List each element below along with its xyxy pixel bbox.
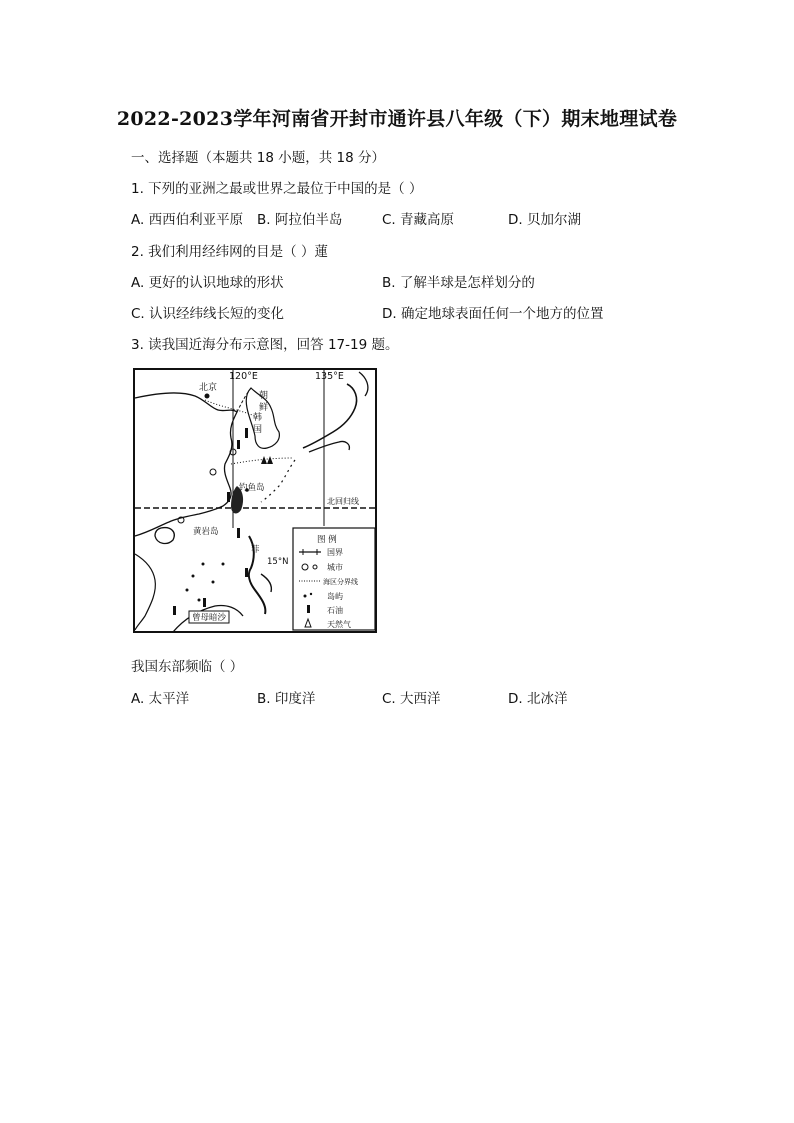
q2-option-b[interactable]: B. 了解半球是怎样划分的	[382, 275, 535, 291]
oil-symbol	[245, 428, 248, 438]
section-heading: 一、选择题（本题共 18 小题，共 18 分）	[131, 150, 386, 166]
q3-option-b[interactable]: B. 印度洋	[257, 691, 316, 707]
island-dot	[222, 563, 225, 566]
label-zengmu-ansha: 曾母暗沙	[192, 613, 227, 623]
label-huangyan-island: 黄岩岛	[193, 527, 219, 537]
legend-item-gas: 天然气	[327, 620, 351, 629]
china-seas-map-svg	[133, 368, 377, 633]
legend-island-symbol	[310, 593, 312, 595]
legend-title: 图 例	[317, 535, 337, 545]
q3-option-a[interactable]: A. 太平洋	[131, 691, 190, 707]
q2-option-c[interactable]: C. 认识经纬线长短的变化	[131, 306, 285, 322]
oil-symbol	[227, 492, 230, 502]
oil-symbol	[237, 440, 240, 449]
question-2-stem: 2. 我们利用经纬网的目是（ ）蓮	[131, 244, 328, 260]
legend-item-sea-boundary: 海区分界线	[323, 578, 358, 586]
exam-title: 2022-2023学年河南省开封市通许县八年级（下）期末地理试卷	[116, 108, 678, 130]
beijing-city-marker	[205, 394, 210, 399]
island-dot	[186, 589, 189, 592]
island-dot	[192, 575, 195, 578]
label-guo: 国	[253, 425, 263, 435]
q3-option-d[interactable]: D. 北冰洋	[508, 691, 568, 707]
legend-item-city: 城市	[327, 563, 343, 572]
legend-item-oil: 石油	[327, 606, 343, 615]
label-120e: 120°E	[229, 371, 258, 382]
legend-item-border: 国界	[327, 548, 343, 557]
label-chao: 朝	[259, 391, 269, 401]
oil-symbol	[237, 528, 240, 538]
q2-option-a[interactable]: A. 更好的认识地球的形状	[131, 275, 284, 291]
label-beijing: 北京	[199, 383, 218, 393]
legend-island-symbol	[304, 595, 307, 598]
island-dot	[202, 563, 205, 566]
oil-symbol	[203, 598, 206, 607]
question-3-sub-stem: 我国东部频临（ ）	[131, 659, 244, 675]
china-seas-map	[133, 368, 377, 633]
question-3-stem: 3. 读我国近海分布示意图，回答 17-19 题。	[131, 337, 399, 353]
q2-option-d[interactable]: D. 确定地球表面任何一个地方的位置	[382, 306, 604, 322]
oil-symbol	[173, 606, 176, 615]
q1-option-b[interactable]: B. 阿拉伯半岛	[257, 212, 343, 228]
q3-option-c[interactable]: C. 大西洋	[382, 691, 441, 707]
label-fei: 菲	[251, 545, 260, 555]
island-dot	[198, 599, 201, 602]
legend-item-island: 岛屿	[327, 592, 343, 601]
question-1-stem: 1. 下列的亚洲之最或世界之最位于中国的是（ ）	[131, 181, 423, 197]
label-xian: 鲜	[259, 403, 269, 413]
label-diaoyu-island: 钓鱼岛	[239, 483, 265, 493]
label-15n: 15°N	[267, 557, 289, 567]
label-135e: 135°E	[315, 371, 344, 382]
label-han: 韩	[253, 413, 263, 423]
label-tropic-of-cancer: 北回归线	[327, 497, 359, 506]
oil-symbol	[245, 568, 248, 577]
legend-oil-symbol	[307, 605, 310, 613]
q1-option-a[interactable]: A. 西西伯利亚平原	[131, 212, 244, 228]
q1-option-c[interactable]: C. 青藏高原	[382, 212, 455, 228]
island-dot	[212, 581, 215, 584]
q1-option-d[interactable]: D. 贝加尔湖	[508, 212, 581, 228]
